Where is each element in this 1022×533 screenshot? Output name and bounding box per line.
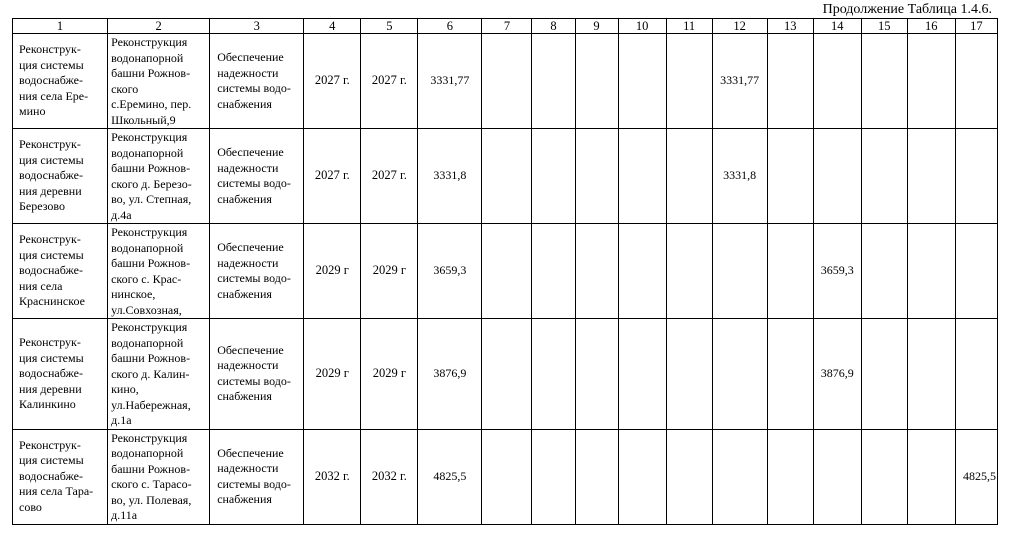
- table-cell-col6: 4825,5: [418, 429, 482, 524]
- table-cell-col11: [666, 224, 712, 319]
- table-cell-col2: Реконструкция водонапорной башни Рожнов- ского с. Крас- нинское, ул.Совхозная,: [108, 224, 210, 319]
- table-cell-col13: [767, 429, 813, 524]
- table-cell-col5: 2032 г.: [361, 429, 418, 524]
- column-header-8: 8: [532, 19, 575, 34]
- table-cell-col1: Реконструк- ция системы водоснабже- ния деревни Березово: [13, 129, 108, 224]
- table-cell-col17: [955, 319, 997, 430]
- table-cell-col3: Обеспечение надежности системы водо- снабжения: [210, 224, 304, 319]
- column-header-15: 15: [861, 19, 907, 34]
- table-cell-col10: [618, 129, 666, 224]
- column-header-6: 6: [418, 19, 482, 34]
- table-cell-col9: [575, 129, 618, 224]
- table-cell-col7: [482, 319, 532, 430]
- column-header-10: 10: [618, 19, 666, 34]
- table-cell-col8: [532, 319, 575, 430]
- table-row: [13, 429, 998, 524]
- table-cell-col7: [482, 129, 532, 224]
- column-header-14: 14: [813, 19, 861, 34]
- table-cell-col10: [618, 319, 666, 430]
- table-row: [13, 129, 998, 224]
- table-cell-col14: 3876,9: [813, 319, 861, 430]
- column-header-4: 4: [304, 19, 361, 34]
- table-cell-col9: [575, 319, 618, 430]
- table-cell-col14: [813, 429, 861, 524]
- table-cell-col13: [767, 34, 813, 129]
- column-header-17: 17: [955, 19, 997, 34]
- table-cell-col16: [907, 129, 955, 224]
- table-cell-col15: [861, 224, 907, 319]
- table-cell-col14: [813, 34, 861, 129]
- header-row: [13, 19, 998, 34]
- table-cell-col1: Реконструк- ция системы водоснабже- ния села Тара- сово: [13, 429, 108, 524]
- table-cell-col11: [666, 129, 712, 224]
- table-cell-col16: [907, 224, 955, 319]
- table-cell-col10: [618, 224, 666, 319]
- table-cell-col2: Реконструкция водонапорной башни Рожнов- ского с. Тарасо- во, ул. Полевая, д.11а: [108, 429, 210, 524]
- table-cell-col6: 3659,3: [418, 224, 482, 319]
- table-body: [13, 34, 998, 525]
- table-cell-col4: 2029 г: [304, 319, 361, 430]
- column-header-13: 13: [767, 19, 813, 34]
- column-header-2: 2: [108, 19, 210, 34]
- table-cell-col15: [861, 129, 907, 224]
- table-cell-col10: [618, 34, 666, 129]
- column-header-7: 7: [482, 19, 532, 34]
- table-cell-col15: [861, 34, 907, 129]
- column-header-11: 11: [666, 19, 712, 34]
- table-cell-col8: [532, 34, 575, 129]
- table-cell-col5: 2029 г: [361, 319, 418, 430]
- table-cell-col12: 3331,77: [712, 34, 767, 129]
- table-cell-col6: 3876,9: [418, 319, 482, 430]
- table-cell-col17: [955, 34, 997, 129]
- table-cell-col16: [907, 429, 955, 524]
- table-cell-col15: [861, 319, 907, 430]
- table-cell-col11: [666, 34, 712, 129]
- table-row: [13, 319, 998, 430]
- table-cell-col4: 2032 г.: [304, 429, 361, 524]
- table-cell-col13: [767, 224, 813, 319]
- table-cell-col4: 2027 г.: [304, 129, 361, 224]
- table-cell-col11: [666, 429, 712, 524]
- table-cell-col5: 2027 г.: [361, 34, 418, 129]
- table-cell-col14: [813, 129, 861, 224]
- table-cell-col12: [712, 429, 767, 524]
- table-cell-col3: Обеспечение надежности системы водо- снабжения: [210, 34, 304, 129]
- table-cell-col1: Реконструк- ция системы водоснабже- ния села Ере- мино: [13, 34, 108, 129]
- table-cell-col3: Обеспечение надежности системы водо- снабжения: [210, 319, 304, 430]
- table-cell-col12: [712, 224, 767, 319]
- table-cell-col6: 3331,8: [418, 129, 482, 224]
- table-cell-col2: Реконструкция водонапорной башни Рожнов- ского д. Березо- во, ул. Степная, д.4а: [108, 129, 210, 224]
- table-cell-col8: [532, 429, 575, 524]
- column-header-5: 5: [361, 19, 418, 34]
- table-cell-col14: 3659,3: [813, 224, 861, 319]
- table-cell-col8: [532, 224, 575, 319]
- table-cell-col3: Обеспечение надежности системы водо- снабжения: [210, 429, 304, 524]
- table-cell-col16: [907, 34, 955, 129]
- table-cell-col17: [955, 224, 997, 319]
- data-table: [12, 18, 998, 525]
- table-cell-col7: [482, 34, 532, 129]
- column-header-16: 16: [907, 19, 955, 34]
- table-cell-col11: [666, 319, 712, 430]
- table-cell-col9: [575, 224, 618, 319]
- table-cell-col4: 2029 г: [304, 224, 361, 319]
- column-header-3: 3: [210, 19, 304, 34]
- table-row: [13, 34, 998, 129]
- table-cell-col9: [575, 429, 618, 524]
- column-header-12: 12: [712, 19, 767, 34]
- table-cell-col10: [618, 429, 666, 524]
- table-cell-col1: Реконструк- ция системы водоснабже- ния села Краснинское: [13, 224, 108, 319]
- column-header-9: 9: [575, 19, 618, 34]
- table-cell-col1: Реконструк- ция системы водоснабже- ния деревни Калинкино: [13, 319, 108, 430]
- table-cell-col5: 2027 г.: [361, 129, 418, 224]
- table-caption: Продолжение Таблица 1.4.6.: [822, 2, 992, 17]
- table-cell-col2: Реконструкция водонапорной башни Рожнов- ского с.Еремино, пер. Школьный,9: [108, 34, 210, 129]
- table-cell-col7: [482, 429, 532, 524]
- table-cell-col12: 3331,8: [712, 129, 767, 224]
- table-cell-col8: [532, 129, 575, 224]
- table-cell-col6: 3331,77: [418, 34, 482, 129]
- table-cell-col15: [861, 429, 907, 524]
- table-cell-col2: Реконструкция водонапорной башни Рожнов- ского д. Калин- кино, ул.Набережная, д.1а: [108, 319, 210, 430]
- table-cell-col17: [955, 129, 997, 224]
- table-cell-col3: Обеспечение надежности системы водо- снабжения: [210, 129, 304, 224]
- table-cell-col5: 2029 г: [361, 224, 418, 319]
- table-cell-col9: [575, 34, 618, 129]
- table-cell-col13: [767, 319, 813, 430]
- table-cell-col12: [712, 319, 767, 430]
- table-row: [13, 224, 998, 319]
- table-cell-col16: [907, 319, 955, 430]
- table-cell-col17: 4825,5: [955, 429, 997, 524]
- table-cell-col4: 2027 г.: [304, 34, 361, 129]
- table-cell-col7: [482, 224, 532, 319]
- column-header-1: 1: [13, 19, 108, 34]
- table-cell-col13: [767, 129, 813, 224]
